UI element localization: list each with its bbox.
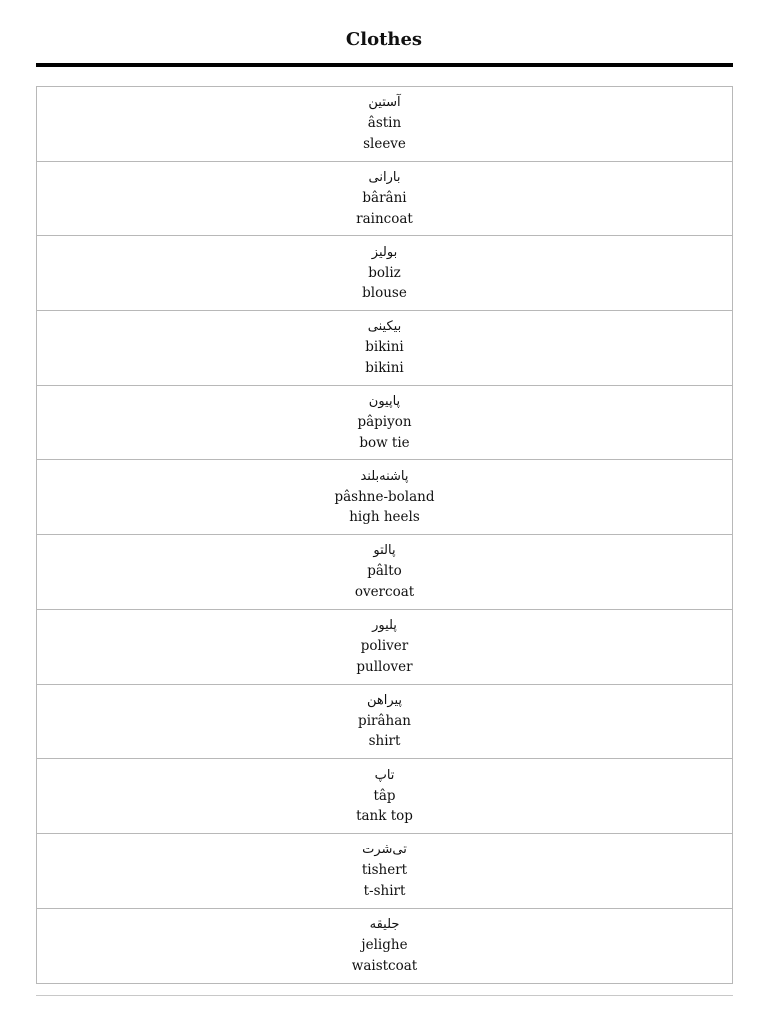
bottom-divider [36,995,733,996]
english-translation: overcoat [354,583,415,600]
english-translation: blouse [362,285,407,302]
vocab-row [37,759,732,834]
vocab-row [37,909,732,984]
english-translation: waistcoat [351,957,418,974]
transliteration: pâpiyon [357,414,412,431]
transliteration: boliz [368,264,401,281]
transliteration: bikini [365,339,404,356]
transliteration: pâshne-boland [334,488,435,505]
transliteration: jelighe [361,937,408,954]
english-translation: bow tie [359,434,410,451]
english-translation: high heels [349,509,420,526]
persian-word: تی‌شرت [362,842,407,858]
persian-word: پاپیون [368,394,401,410]
english-translation: t-shirt [363,882,406,899]
page-title: Clothes [345,29,423,50]
persian-word: بارانی [368,170,401,186]
transliteration: tishert [361,862,408,879]
english-translation: sleeve [363,135,406,152]
vocab-row [37,162,732,237]
vocab-row [37,87,732,162]
transliteration: tâp [373,787,396,804]
vocab-row [37,610,732,685]
persian-word: بیکینی [367,319,402,335]
vocab-row [37,311,732,386]
vocabulary-table [36,86,733,984]
english-translation: raincoat [356,210,413,227]
transliteration: poliver [360,638,409,655]
vocab-row [37,834,732,909]
english-translation: shirt [368,733,401,750]
persian-word: آستین [368,95,401,111]
persian-word: جلیقه [369,917,400,933]
persian-word: تاپ [374,767,395,783]
vocab-row [37,386,732,461]
vocab-row [37,535,732,610]
title-divider [36,63,733,67]
transliteration: âstin [367,115,402,132]
persian-word: پالتو [373,543,396,559]
persian-word: پیراهن [366,692,403,708]
transliteration: bârâni [362,190,407,207]
vocab-row [37,236,732,311]
transliteration: pâlto [367,563,402,580]
vocab-row [37,685,732,760]
persian-word: پلیور [372,618,397,634]
transliteration: pirâhan [358,712,411,729]
persian-word: پاشنه‌بلند [360,468,409,484]
persian-word: بولیز [371,244,398,260]
english-translation: bikini [365,359,404,376]
english-translation: tank top [356,808,413,825]
english-translation: pullover [356,658,413,675]
vocab-row [37,460,732,535]
